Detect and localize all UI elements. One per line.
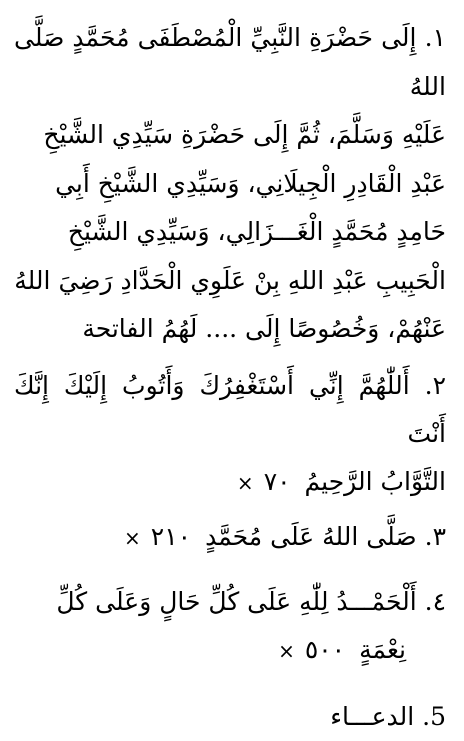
item-text: أَللّٰهُمَّ إِنِّي أَسْتَغْفِرُكَ وَأَتُوبُ إِلَيْكَ إِنَّكَ أَنْتَ [14, 370, 446, 448]
times-sign: × [236, 470, 254, 495]
item-1-line-5: الْحَبِيبِ عَبْدِ اللهِ بِنْ عَلَوِي الْحَدَّادِ رَضِيَ اللهُ [14, 265, 446, 295]
item-4-line-1 [14, 578, 446, 626]
item-2-line-2 [14, 458, 446, 507]
item-4-line-2 [14, 626, 446, 675]
item-5-line-1 [14, 693, 446, 741]
item-1-line-6: عَنْهُمْ، وَخُصُوصًا إِلَى .... لَهُمُ الفاتحة [82, 314, 446, 343]
repeat-count: ٧٠ [263, 466, 291, 496]
item-text: الدعـــاء [330, 701, 415, 731]
item-number: 5. [422, 701, 446, 731]
item-2-line-1 [14, 362, 446, 458]
list-item-5 [14, 693, 446, 741]
repeat-count: ٢١٠ [150, 521, 192, 551]
list-item-4 [14, 578, 446, 675]
item-1-line-2: عَلَيْهِ وَسَلَّمَ، ثُمَّ إِلَى حَضْرَةِ سَيِّدِي الشَّيْخِ [43, 120, 446, 149]
item-text: نِعْمَةٍ [359, 634, 406, 664]
item-number: ٣. [424, 521, 446, 551]
item-text: أَلْحَمْـــدُ لِلّٰهِ عَلَى كُلِّ حَالٍ وَعَلَى كُلِّ [56, 586, 417, 616]
item-number: ١. [424, 23, 446, 52]
item-text: التَّوَّابُ الرَّحِيمُ [304, 466, 446, 496]
item-text: إِلَى حَضْرَةِ النَّبِيِّ الْمُصْطَفَى مُحَمَّدٍ صَلَّى اللهُ [14, 23, 446, 101]
times-sign: × [278, 638, 295, 663]
item-3-line-1 [14, 513, 446, 562]
repeat-count: ٥٠٠ [304, 634, 346, 664]
item-1-line-1 [14, 14, 446, 111]
item-text: صَلَّى اللهُ عَلَى مُحَمَّدٍ [205, 521, 417, 551]
list-item-1 [14, 14, 446, 354]
list-item-2 [14, 362, 446, 507]
item-number: ٤. [424, 586, 446, 616]
item-1-line-3: عَبْدِ الْقَادِرِ الْجِيلَانِي، وَسَيِّدِي الشَّيْخِ أَبِي [55, 168, 446, 198]
list-item-3 [14, 513, 446, 562]
item-number: ٢. [424, 370, 446, 400]
item-1-line-4: حَامِدٍ مُحَمَّدٍ الْغَـــزَالِي، وَسَيِّدِي الشَّيْخِ [67, 217, 446, 246]
times-sign: × [124, 525, 141, 550]
